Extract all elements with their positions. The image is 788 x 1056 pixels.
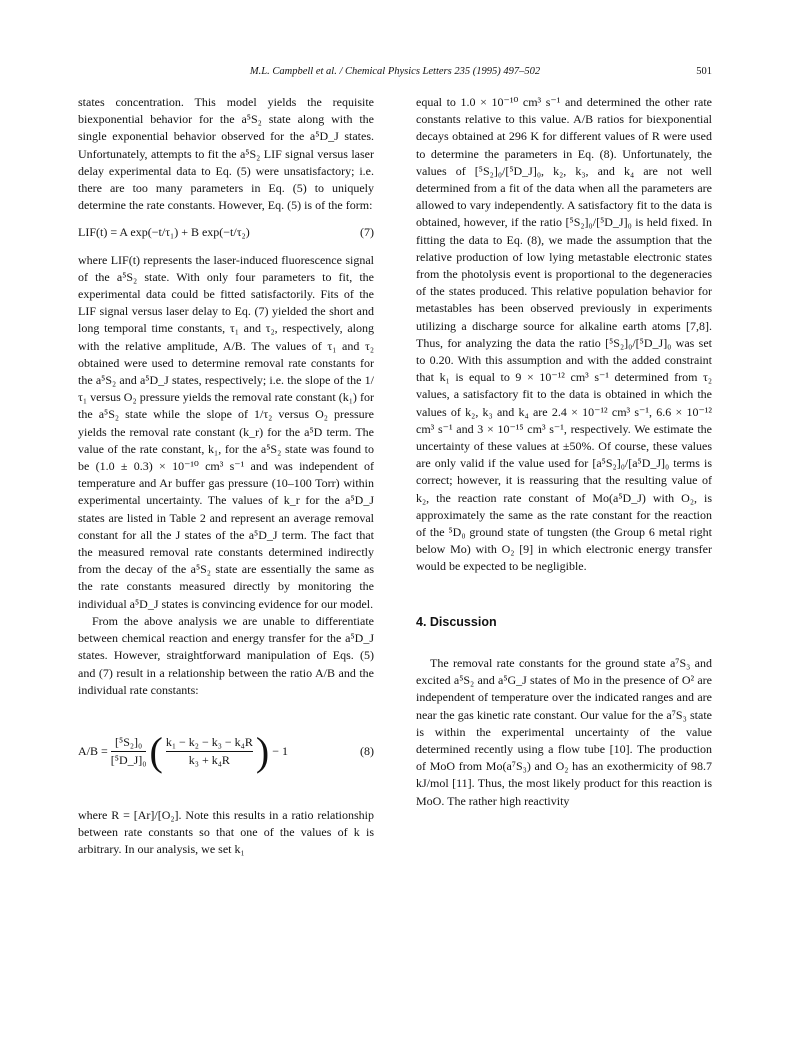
equation-number: (8) (360, 744, 374, 759)
equation-7 (78, 224, 374, 241)
equation-body: LIF(t) = A exp(−t/τ₁) + B exp(−t/τ₂) (78, 225, 250, 240)
equation-tail: − 1 (272, 744, 288, 759)
equation-8 (78, 709, 374, 795)
running-title: M.L. Campbell et al. / Chemical Physics Letters 235 (1995) 497–502 (249, 66, 541, 77)
left-column (78, 94, 374, 859)
paragraph: states concentration. This model yields the requisite biexponential behavior for the a⁵S₂ state along with the single exponential behavior observed for the a⁵D_J states. Unfortunately, attempts to fit the a⁵S₂ LIF signal versus laser delay experimental data to Eq. (5) were unsatisfactory; i.e. there are too many parameters in Eq. (5) to uniquely determine the rate constants. However, Eq. (5) is of the form: (78, 95, 374, 213)
equation-number: (7) (360, 225, 374, 240)
right-paren: ) (255, 728, 270, 774)
ratio-numerator: [⁵S₂]₀ (115, 735, 143, 750)
ratio-denominator: [⁵D_J]₀ (110, 753, 147, 768)
paragraph: where R = [Ar]/[O₂]. Note this results in a ratio relationship between rate constants so that one of the values of k is arbitrary. In our analysis, we set k₁ (78, 807, 374, 857)
page-header (78, 66, 712, 82)
right-column (416, 94, 712, 810)
paragraph: The removal rate constants for the ground state a⁷S₃ and excited a⁵S₂ and a⁵G_J states of Mo in the presence of O² are independent of temperature over the indicated ranges and are near the gas kinetic rate constant. Our value for the a⁷S₃ state is within the experimental uncertainty of the value determined recently using a flow tube [10]. The production of MoO from Mo(a⁷S₃) and O₂ has an exothermicity of 98.7 kJ/mol [11]. Thus, the most likely product for this reaction is MoO. The rather high reactivity (416, 655, 712, 808)
equation-lhs: A/B = (78, 744, 108, 759)
paragraph: where LIF(t) represents the laser-induced fluorescence signal of the a⁵S₂ state. With only four parameters to fit, the experimental data could be fitted satisfactorily. Fits of the LIF signal versus laser delay to Eq. (7) yielded the short and long temporal time constants, τ₁ and τ₂, respectively, along with the relative amplitude, A/B. The values of τ₁ and τ₂ obtained were used to determine removal rate constants for the a⁵S₂ and a⁵D_J states, respectively; i.e. the slope of the 1/τ₁ versus O₂ pressure yields the removal rate constant (k₁) for the a⁵S₂ state while the slope of 1/τ₂ versus O₂ pressure yields the removal rate constant (k_r) for the a⁵D term. The value of the rate constant, k₁, for the a⁵S₂ state was found to be (1.0 ± 0.3) × 10⁻¹⁰ cm³ s⁻¹ and was independent of temperature and Ar buffer gas pressure (10–100 Torr) within experimental uncertainty. The values of k_r for the a⁵D_J states are listed in Table 2 and represent an average removal constant for all the J states of the a⁵D_J term. The fact that the measured removal rate constants determined indirectly from the decay of the a⁵S₂ state are essentially the same as the rate constants measured directly by monitoring the individual a⁵D_J states is convincing evidence for our model. (78, 252, 374, 611)
ratio-fraction (111, 734, 147, 769)
rate-numerator: k₁ − k₂ − k₃ − k₄R (165, 735, 253, 750)
left-paren: ( (149, 728, 163, 774)
rate-denominator: k₃ + k₄R (188, 753, 230, 768)
paragraph: equal to 1.0 × 10⁻¹⁰ cm³ s⁻¹ and determined the other rate constants relative to this value. A/B ratios for biexponential decays obtained at 296 K for different values of R were used to determine the parameters in Eq. (8). Unfortunately, the values of [⁵S₂]₀/[⁵D_J]₀, k₂, k₃, and k₄ are not well determined from a fit of the data when all the parameters are allowed to vary independently. A satisfactory fit to the data is obtained, however, if the ratio [⁵S₂]₀/[⁵D_J]₀ is held fixed. In fitting the data to Eq. (8), we made the assumption that the relative production of low lying metastable electronic states from the photolysis event is proportional to the degeneracies of the states produced. This relative population behavior for metastables has been observed previously in experiments utilizing a discharge source for alkaline earth atoms [7,8]. Thus, for analyzing the data the ratio [⁵S₂]₀/[⁵D_J]₀ was set to 0.20. With this assumption and with the added constraint that k₁ is equal to 9 × 10⁻¹² cm³ s⁻¹ determined from τ₂ values, a satisfactory fit to the data is obtained in which the values of k₂, k₃ and k₄ are 2.4 × 10⁻¹² cm³ s⁻¹, 6.6 × 10⁻¹² cm³ s⁻¹ and 3 × 10⁻¹⁵ cm³ s⁻¹, respectively. We estimate the uncertainty of these values at ±50%. Of course, these values are only valid if the value used for [a⁵S₂]₀/[a⁵D_J]₀ terms is correct; however, it is reassuring that the resulting value of k₂, the reaction rate constant of Mo(a⁵D_J) with O₂, is approximately the same as the rate constant for the reaction of the ⁵D₀ ground state of tungsten (the Group 6 metal right below Mo) with O₂ [9] in which electronic energy transfer would be expected to be negligible. (416, 95, 712, 574)
page-number: 501 (696, 66, 712, 77)
section-heading: 4. Discussion (416, 614, 497, 629)
rate-fraction (166, 734, 253, 769)
paragraph: From the above analysis we are unable to differentiate between chemical reaction and energy transfer for the a⁵D_J states. However, straightforward manipulation of Eqs. (5) and (7) result in a relationship between the ratio A/B and the individual rate constants: (78, 613, 374, 697)
